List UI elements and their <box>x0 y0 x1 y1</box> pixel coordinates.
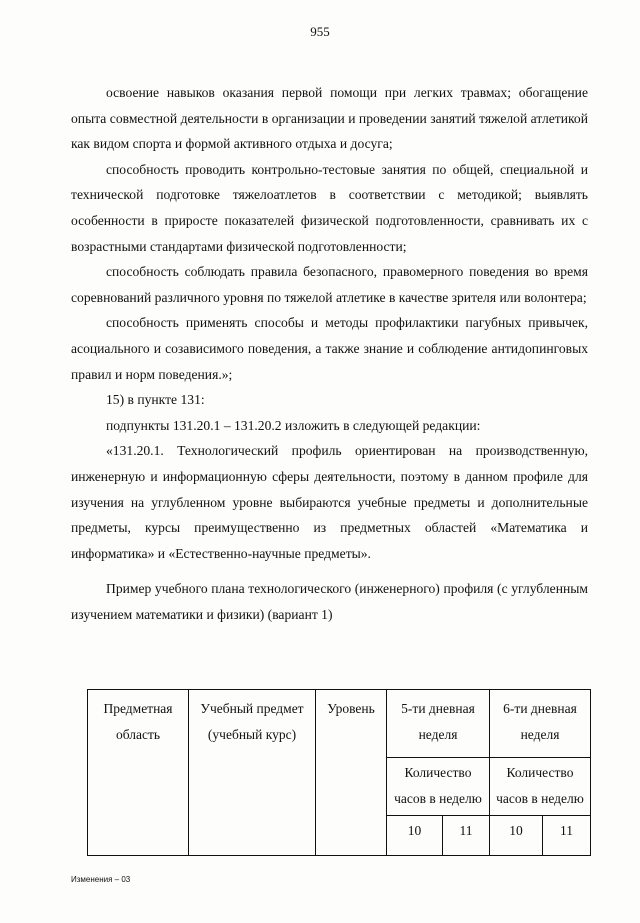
grade-10-week-6: 10 <box>490 816 543 856</box>
hours-per-week-6: Количество часов в неделю <box>490 758 591 816</box>
header-subject-area: Предметная область <box>88 690 189 856</box>
paragraph-3: способность соблюдать правила безопасного, правомерного поведения во время соревнований различного уровня по тяжелой атлетике в качестве зрителя или волонтера; <box>71 264 588 305</box>
hours-per-week-5: Количество часов в неделю <box>387 758 490 816</box>
grade-10-week-5: 10 <box>387 816 443 856</box>
header-week-6: 6-ти дневная неделя <box>490 690 591 758</box>
grade-11-week-6: 11 <box>543 816 591 856</box>
paragraph-5: 15) в пункте 131: <box>106 392 205 408</box>
curriculum-table <box>87 689 591 856</box>
header-week-5: 5-ти дневная неделя <box>387 690 490 758</box>
grade-11-week-5: 11 <box>443 816 490 856</box>
paragraph-1: освоение навыков оказания первой помощи при легких травмах; обогащение опыта совместной деятельности в организации и проведении занятий тяжелой атлетикой как видом спорта и формой активного отдыха и досуга; <box>71 85 588 152</box>
paragraph-6: подпункты 131.20.1 – 131.20.2 изложить в следующей редакции: <box>106 417 481 433</box>
paragraph-7: «131.20.1. Технологический профиль ориентирован на производственную, инженерную и информационную сферы деятельности, поэтому в данном профиле для изучения на углубленном уровне выбираются учебные предметы и дополнительные предметы, курсы преимущественно из предметных областей «Математика и информатика» и «Естественно-научные предметы». <box>71 443 588 561</box>
paragraph-8: Пример учебного плана технологического (инженерного) профиля (с углубленным изучением математики и физики) (вариант 1) <box>71 581 588 622</box>
page-number: 955 <box>310 24 330 39</box>
paragraph-4: способность применять способы и методы профилактики пагубных привычек, асоциального и созависимого поведения, а также знание и соблюдение антидопинговых правил и норм поведения.»; <box>71 315 588 382</box>
document-body <box>71 80 588 627</box>
header-level: Уровень <box>316 690 387 856</box>
header-subject: Учебный предмет (учебный курс) <box>189 690 316 856</box>
page-footer: Изменения – 03 <box>71 875 131 884</box>
paragraph-2: способность проводить контрольно-тестовые занятия по общей, специальной и технической подготовке тяжелоатлетов в соответствии с методикой; выявлять особенности в приросте показателей физической подготовленности, сравнивать их с возрастными стандартами физической подготовленности; <box>71 161 588 254</box>
